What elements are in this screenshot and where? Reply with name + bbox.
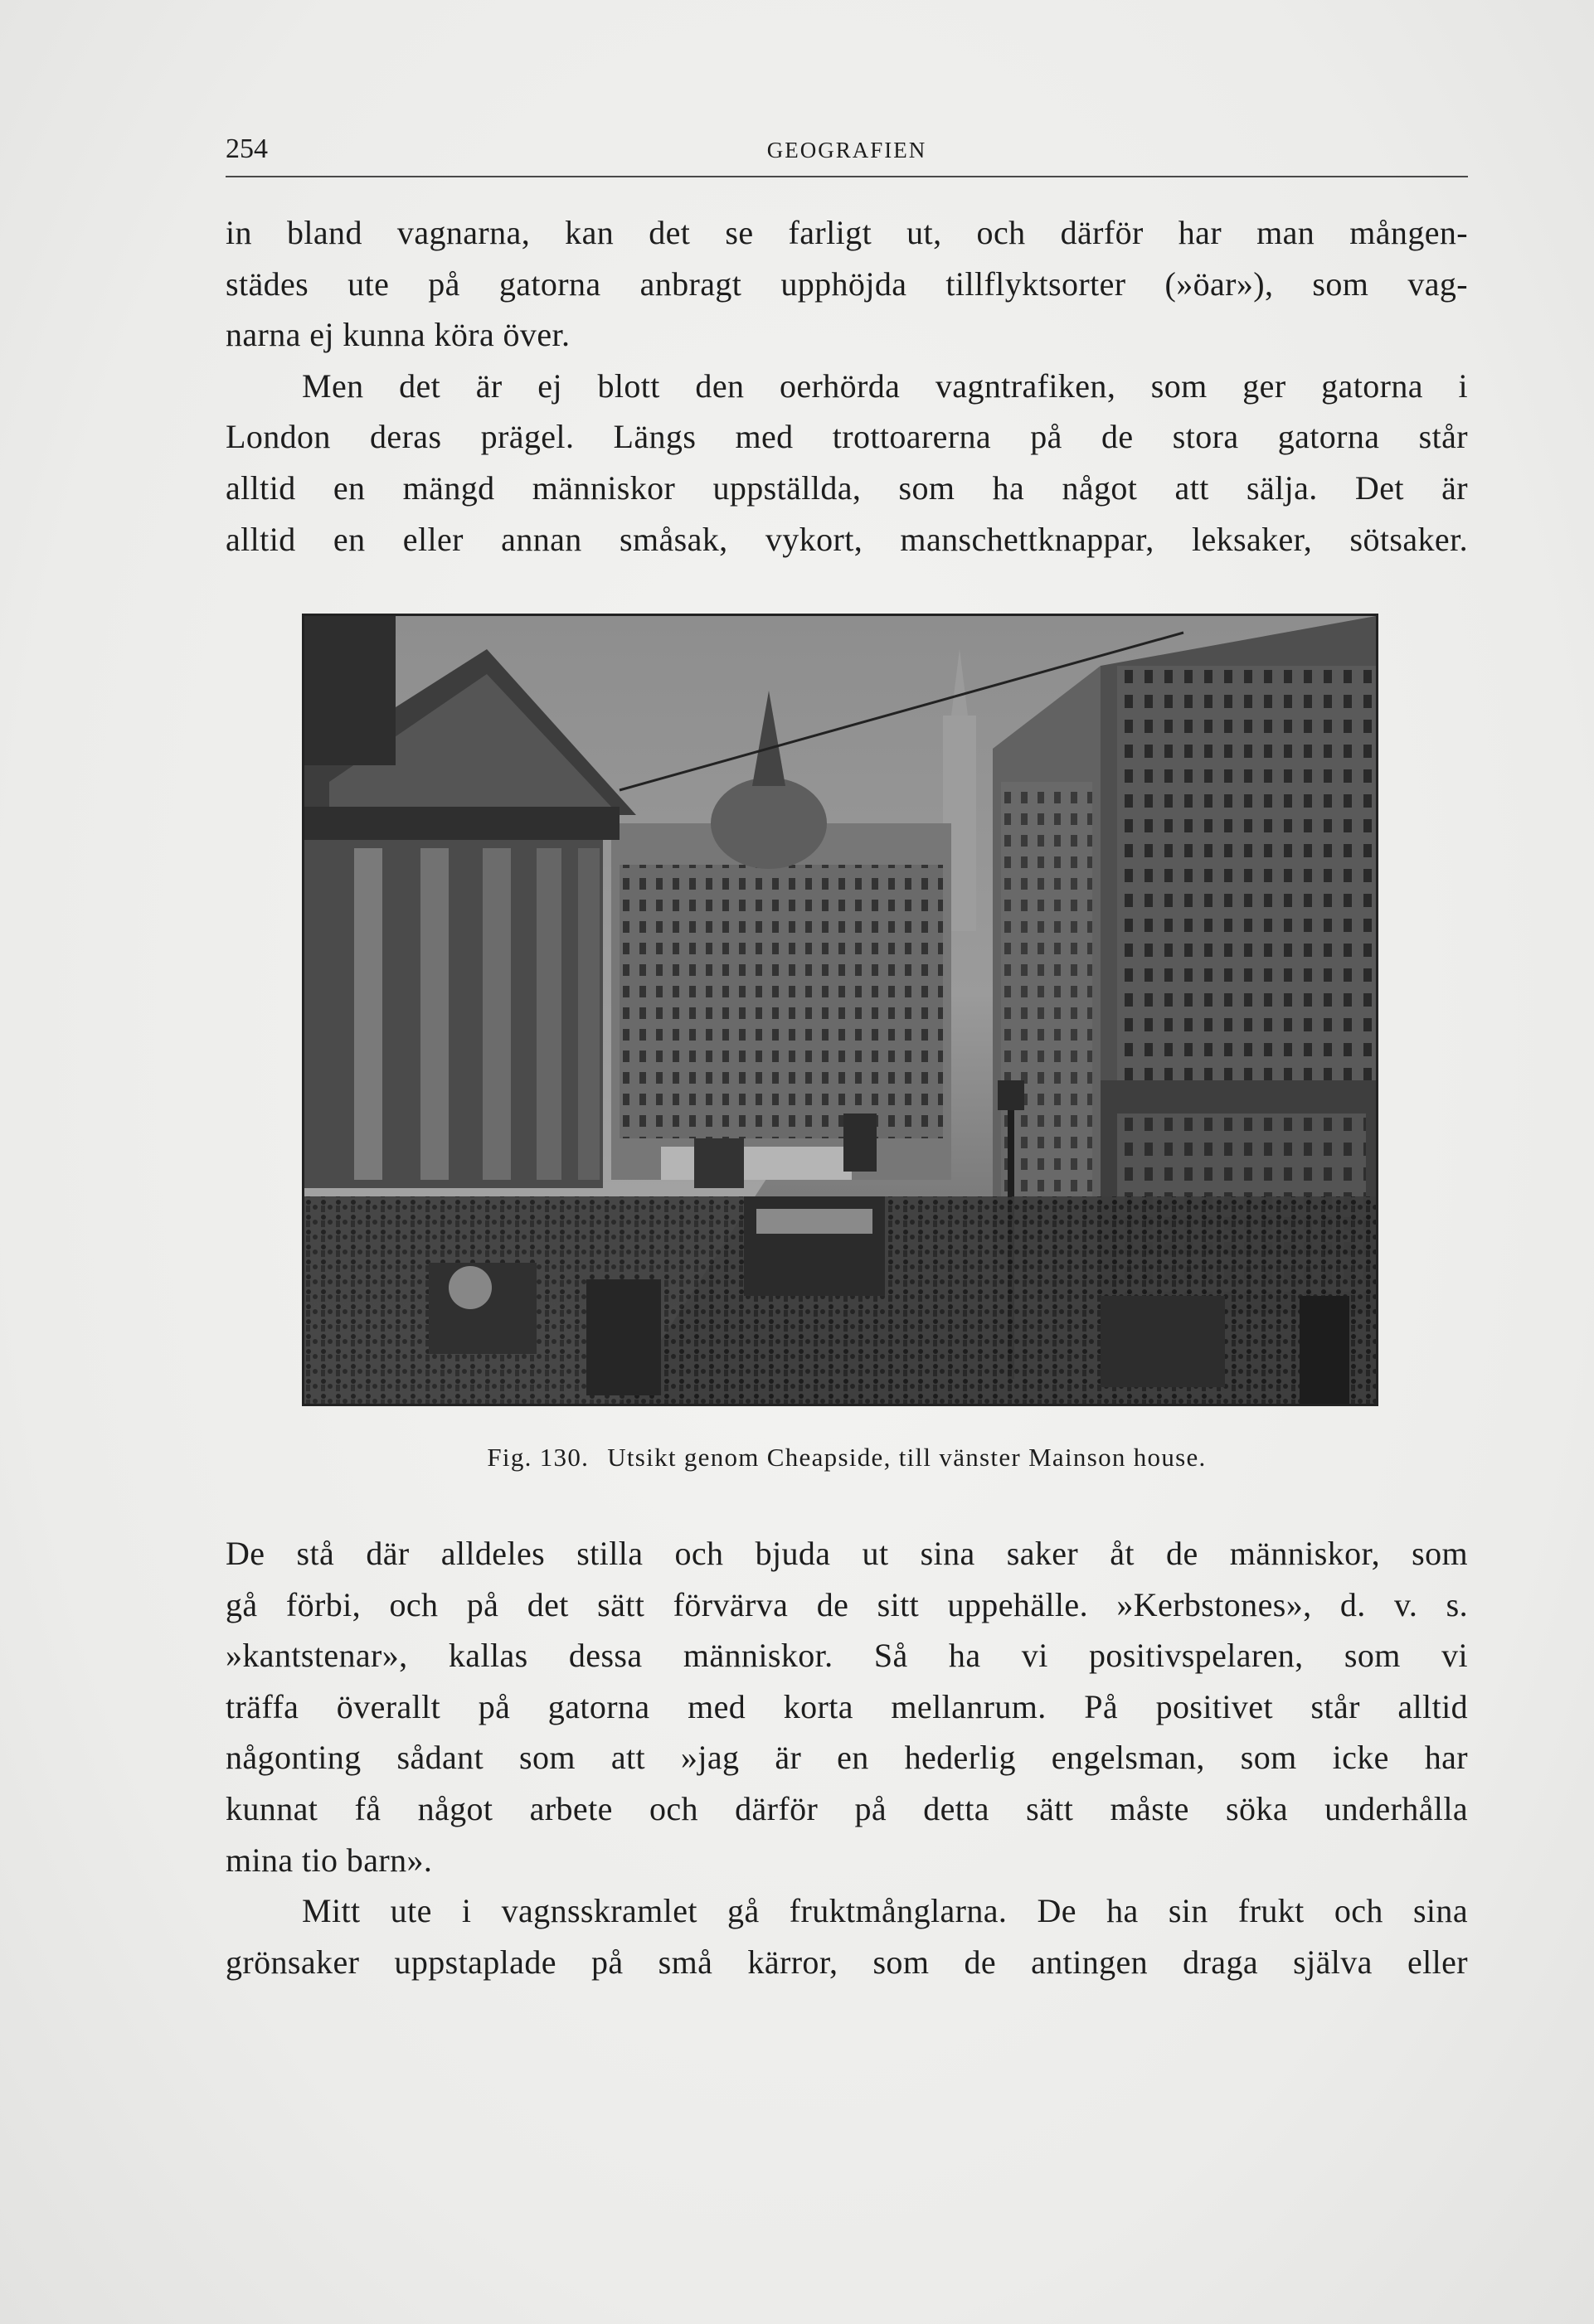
text-line: Men det är ej blott den oerhörda vagntrafiken, som ger gatorna i [302,366,1468,405]
page-number: 254 [226,133,268,164]
text-line: Mitt ute i vagnsskramlet gå fruktmånglarna. De ha sin frukt och sina [302,1892,1468,1930]
figure-label: Fig. 130. [487,1443,590,1472]
text-line: narna ej kunna köra över. [226,316,571,354]
text-line: alltid en eller annan småsak, vykort, manschettknappar, leksaker, sötsaker. [226,520,1468,558]
text-line: alltid en mängd människor uppställda, som ha något att sälja. Det är [226,468,1468,507]
paragraph-main [226,1528,1468,1987]
cheapside-street-photo [304,616,1376,1404]
text-line: städes ute på gatorna anbragt upphöjda tillflyktsorter (»öar»), som vag- [226,264,1468,303]
text-line: gå förbi, och på det sätt förvärva de sitt uppehälle. »Kerbstones», d. v. s. [226,1585,1468,1623]
figure-photograph [302,614,1378,1406]
text-line: träffa överallt på gatorna med korta mellanrum. På positivet står alltid [226,1687,1468,1725]
paragraph-continued [226,207,1468,565]
text-line: London deras prägel. Längs med trottoarerna på de stora gatorna står [226,418,1468,456]
text-line: kunnat få något arbete och därför på detta sätt måste söka underhålla [226,1789,1468,1827]
text-line: De stå där alldeles stilla och bjuda ut sina saker åt de människor, som [226,1535,1468,1572]
figure-caption [226,1441,1468,1474]
running-title: GEOGRAFIEN [766,138,927,163]
text-line: »kantstenar», kallas dessa människor. Så ha vi positivspelaren, som vi [226,1637,1468,1675]
text-line: grönsaker uppstaplade på små kärror, som de antingen draga själva eller [226,1943,1468,1981]
text-line: mina tio barn». [226,1841,433,1879]
figure-caption-text: Utsikt genom Cheapside, till vänster Mainson house. [607,1443,1207,1472]
text-line: någonting sådant som att »jag är en hederlig engelsman, som icke har [226,1739,1468,1777]
running-head [226,133,1468,177]
text-line: in bland vagnarna, kan det se farligt ut, och därför har man mången- [226,214,1468,251]
